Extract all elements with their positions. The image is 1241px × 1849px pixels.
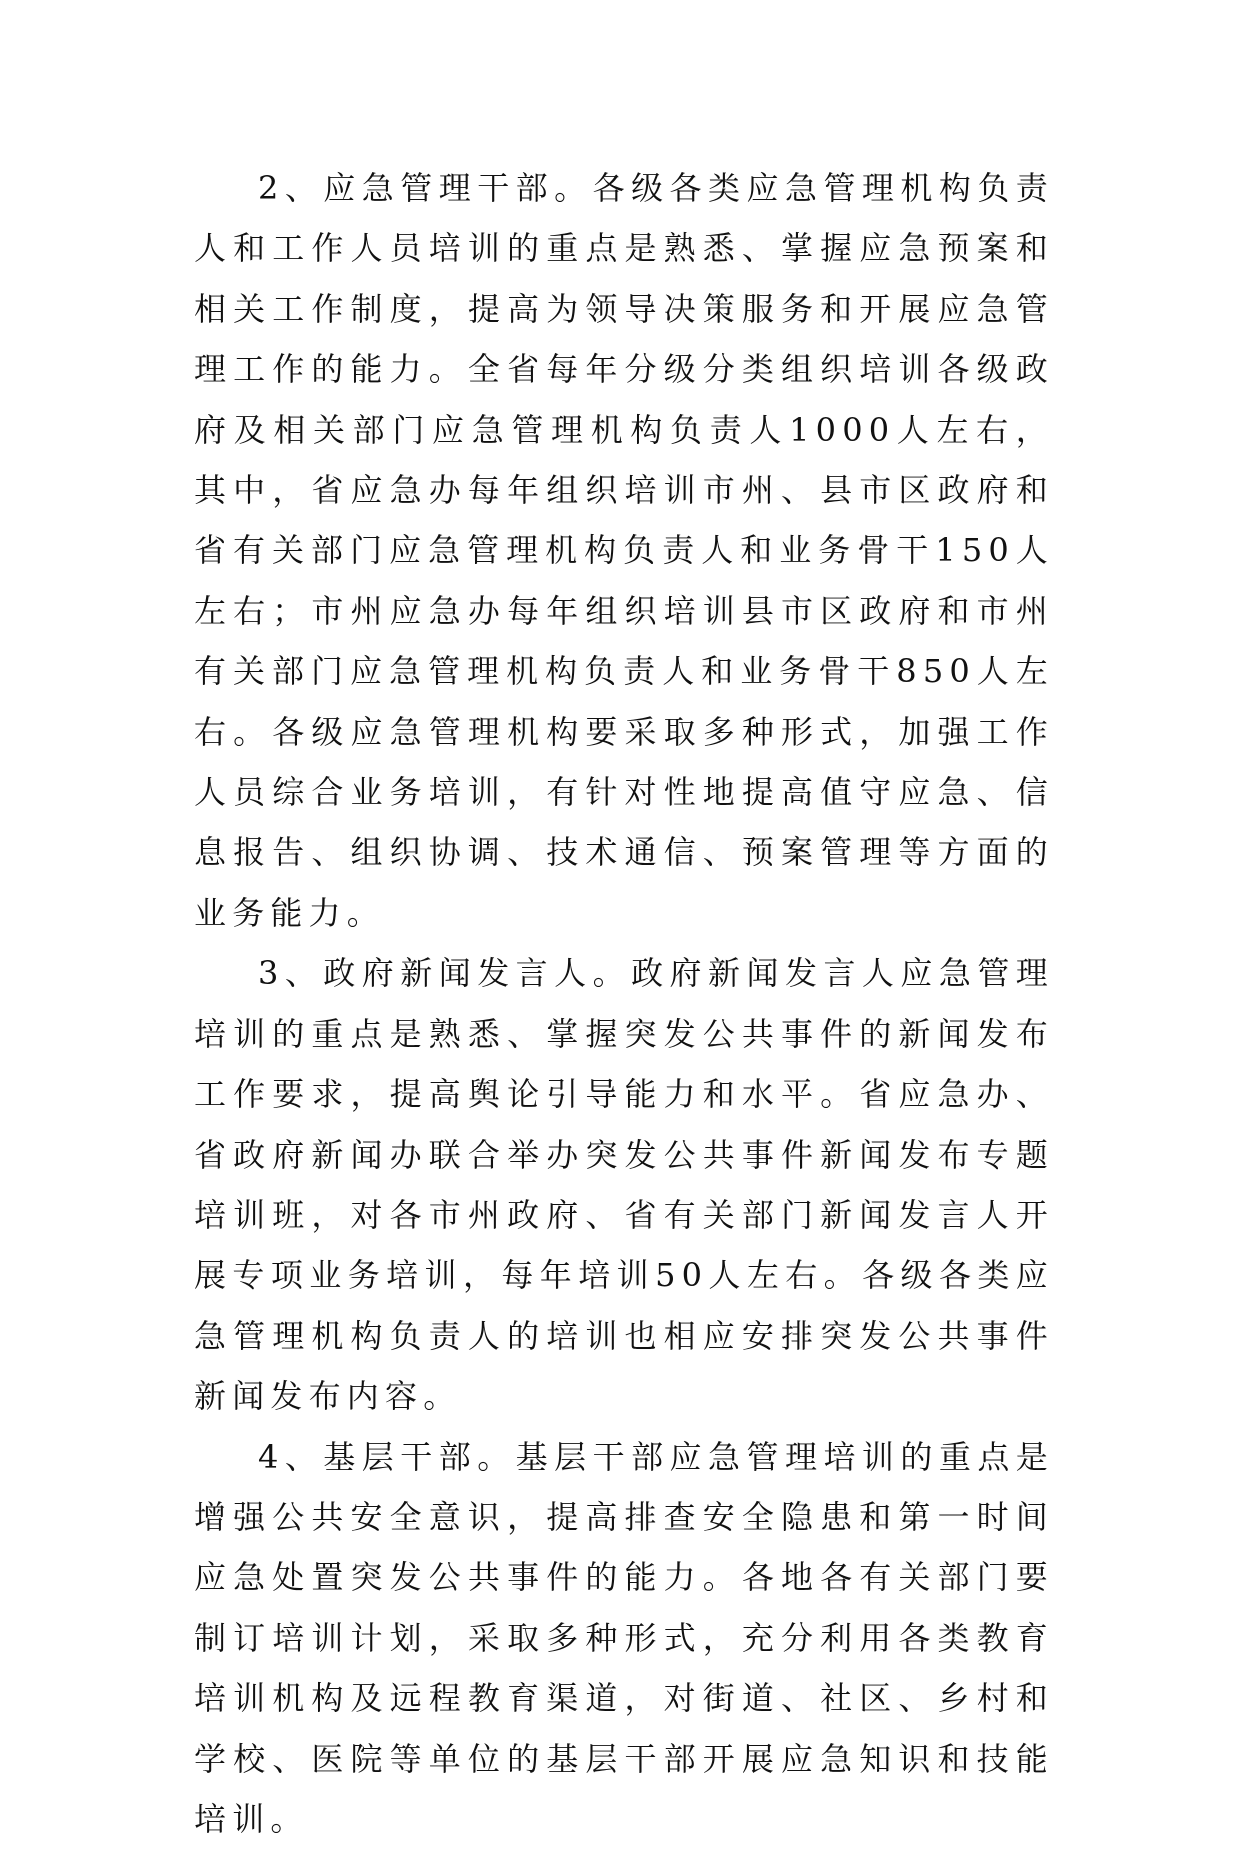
- paragraph-grassroots-cadres: 4、基层干部。基层干部应急管理培训的重点是增强公共安全意识，提高排查安全隐患和第一时间应急处置突发公共事件的能力。各地各有关部门要制订培训计划，采取多种形式，充分利用各类教育培训机构及远程教育渠道，对街道、社区、乡村和学校、医院等单位的基层干部开展应急知识和技能培训。: [194, 1437, 1054, 1838]
- document-body: [194, 158, 1054, 1849]
- paragraph-emergency-management-cadres: 2、应急管理干部。各级各类应急管理机构负责人和工作人员培训的重点是熟悉、掌握应急预案和相关工作制度，提高为领导决策服务和开展应急管理工作的能力。全省每年分级分类组织培训各级政府及相关部门应急管理机构负责人1000人左右，其中，省应急办每年组织培训市州、县市区政府和省有关部门应急管理机构负责人和业务骨干150人左右；市州应急办每年组织培训县市区政府和市州有关部门应急管理机构负责人和业务骨干850人左右。各级应急管理机构要采取多种形式，加强工作人员综合业务培训，有针对性地提高值守应急、信息报告、组织协调、技术通信、预案管理等方面的业务能力。: [194, 169, 1054, 932]
- paragraph-government-spokespersons: 3、政府新闻发言人。政府新闻发言人应急管理培训的重点是熟悉、掌握突发公共事件的新闻发布工作要求，提高舆论引导能力和水平。省应急办、省政府新闻办联合举办突发公共事件新闻发布专题培训班，对各市州政府、省有关部门新闻发言人开展专项业务培训，每年培训50人左右。各级各类应急管理机构负责人的培训也相应安排突发公共事件新闻发布内容。: [194, 954, 1054, 1416]
